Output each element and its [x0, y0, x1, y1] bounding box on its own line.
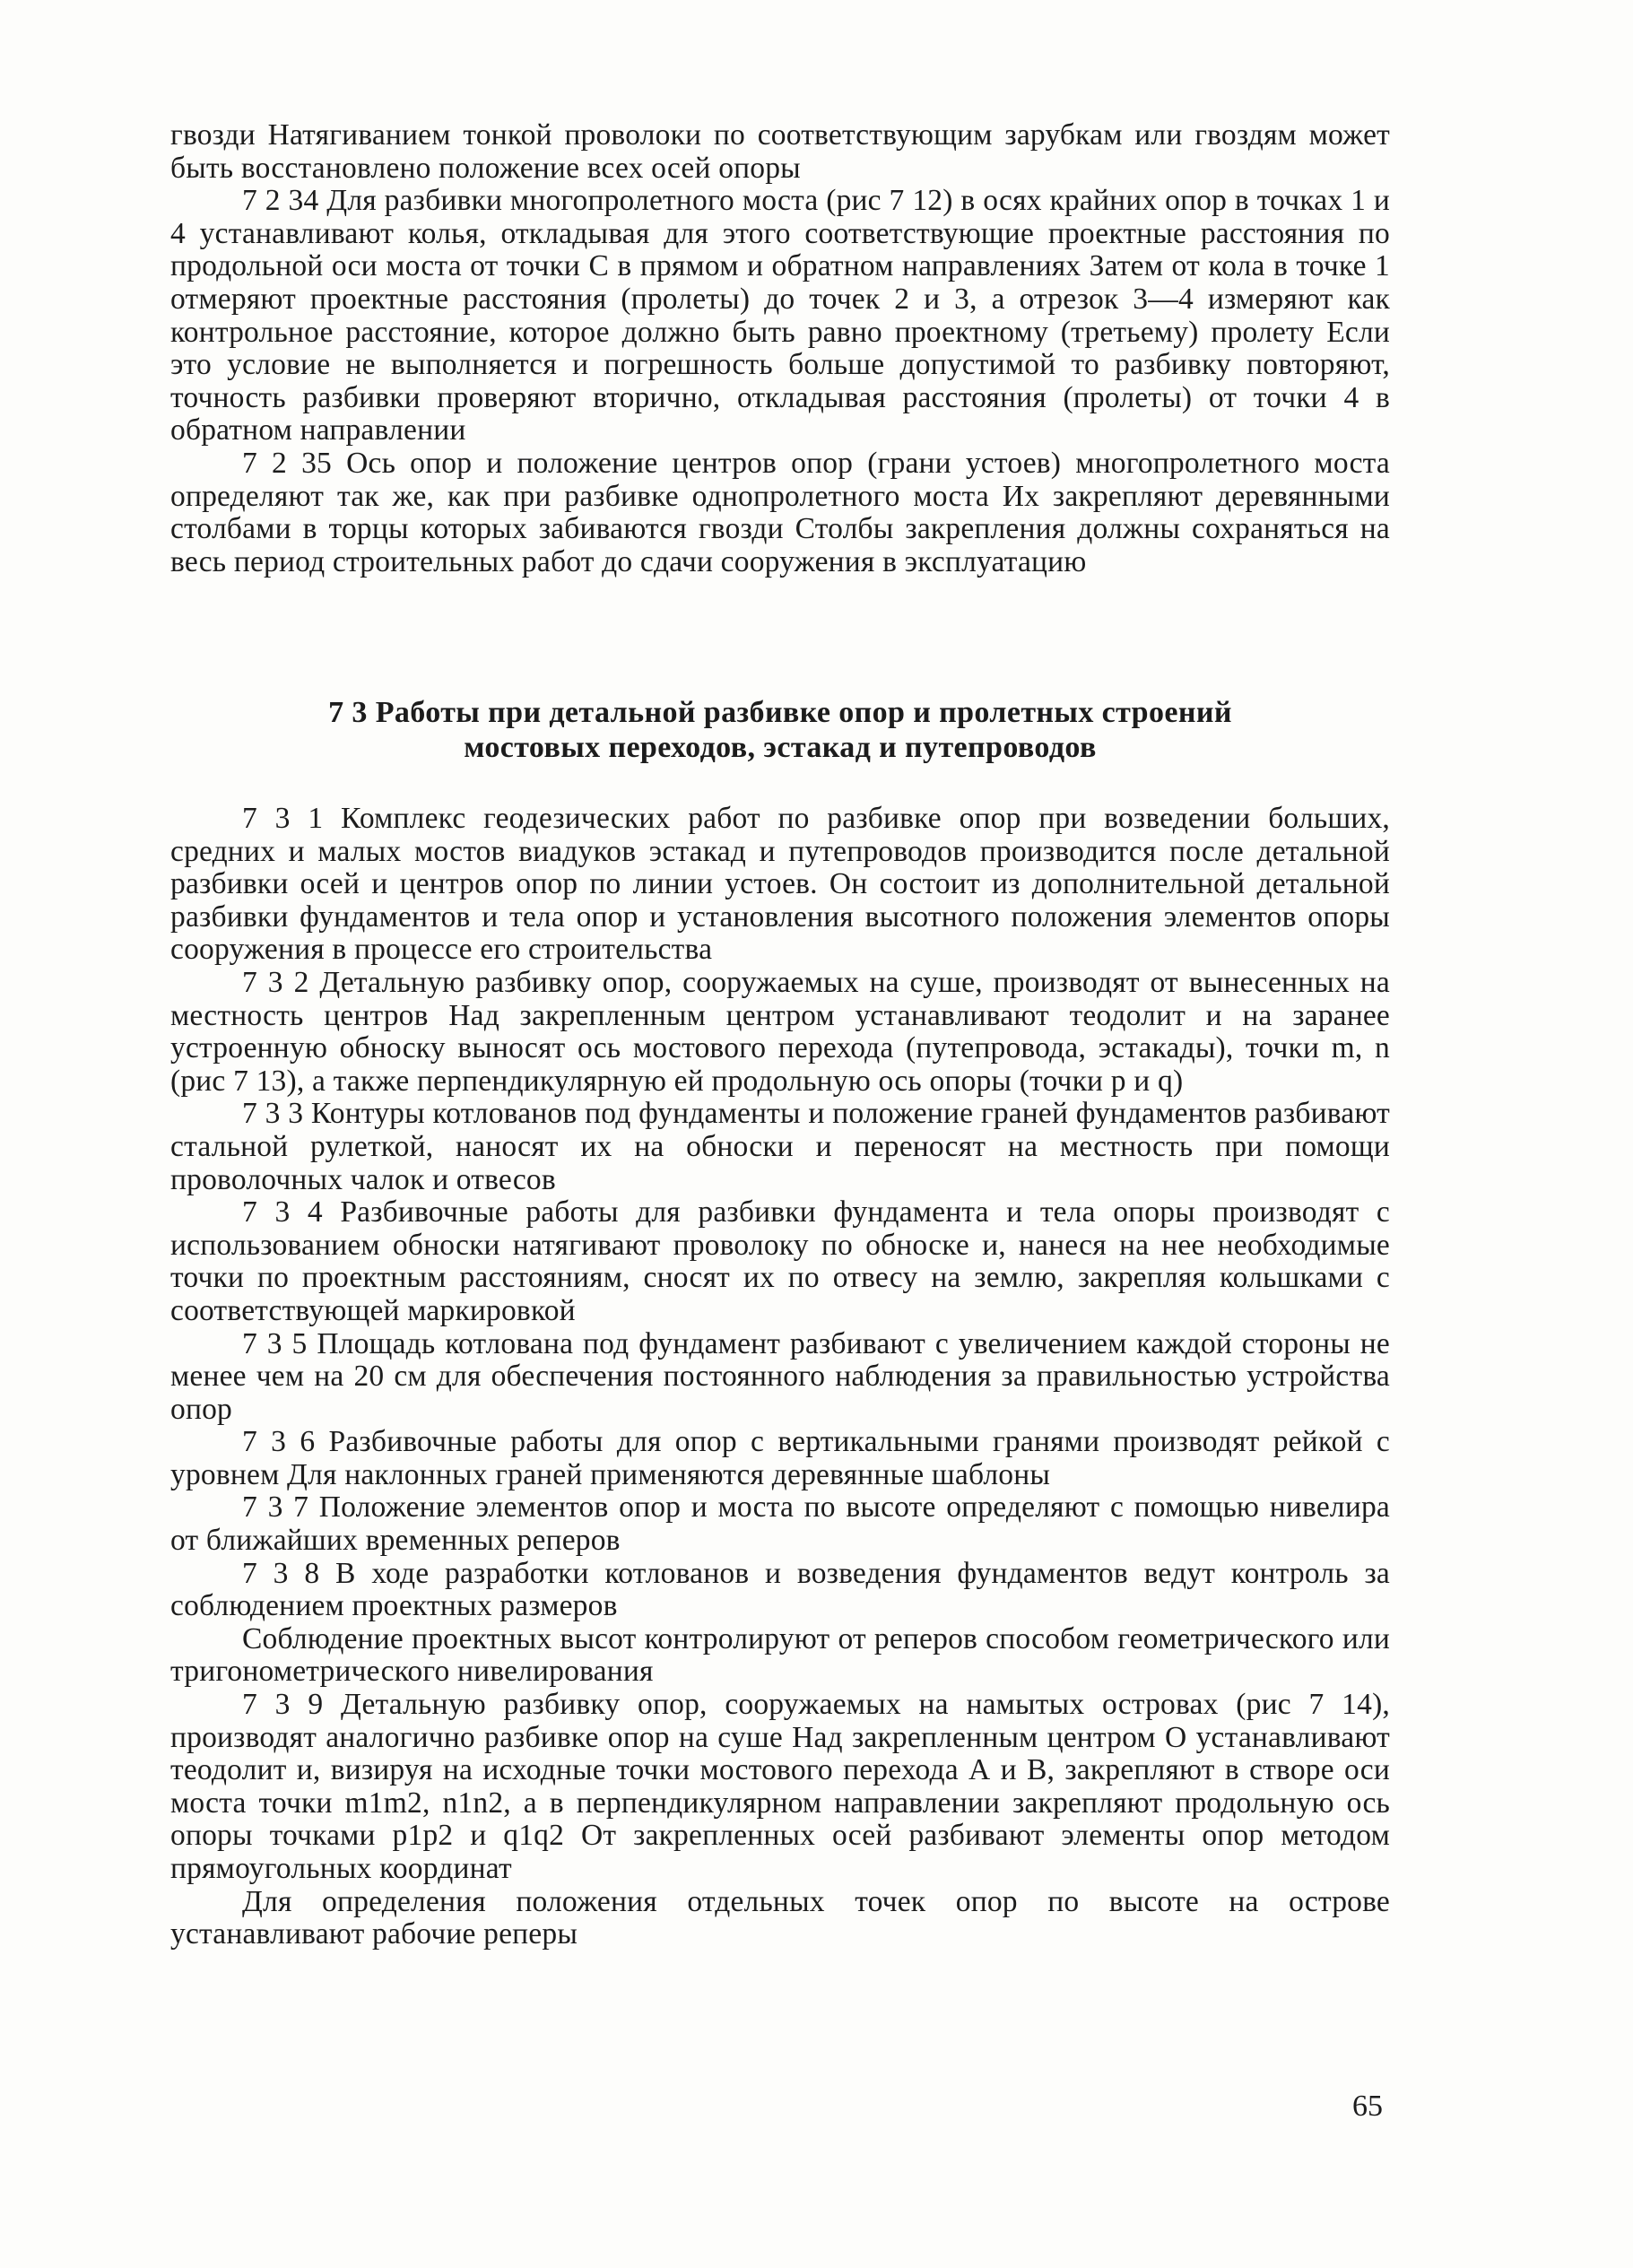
paragraph-7-3-6: 7 3 6 Разбивочные работы для опор с вертикальными гранями производят рейкой с уровнем Для наклонных граней применяются деревянные шаблоны	[170, 1425, 1390, 1491]
section-heading-line-2: мостовых переходов, эстакад и путепроводов	[464, 731, 1097, 764]
paragraph-7-3-4: 7 3 4 Разбивочные работы для разбивки фундамента и тела опоры производят с использованием обноски натягивают проволоку по обноске и, нанеся на нее необходимые точки по проектным расстояниям, сносят их по отвесу на землю, закрепляя кольшками с соответствующей маркировкой	[170, 1195, 1390, 1327]
paragraph-7-3-2: 7 3 2 Детальную разбивку опор, сооружаемых на суше, производят от вынесенных на местность центров Над закрепленным центром устанавливают теодолит и на заранее устроенную обноску выносят ось мостового перехода (путепровода, эстакады), точки m, n (рис 7 13), а также перпендикулярную ей продольную ось опоры (точки p и q)	[170, 965, 1390, 1098]
paragraph-7-3-9-continued: Для определения положения отдельных точек опор по высоте на острове устанавливают рабочие реперы	[170, 1884, 1390, 1951]
page-number: 65	[1352, 2090, 1383, 2123]
paragraph-7-3-9: 7 3 9 Детальную разбивку опор, сооружаемых на намытых островах (рис 7 14), производят аналогично разбивке опор на суше Над закрепленным центром О устанавливают теодолит и, визируя на исходные точки мостового перехода А и В, закрепляют в створе оси моста точки m1m2, n1n2, а в перпендикулярном направлении закрепляют продольную ось опоры точками p1p2 и q1q2 От закрепленных осей разбивают элементы опор методом прямоугольных координат	[170, 1688, 1390, 1885]
paragraph-7-3-3: 7 3 3 Контуры котлованов под фундаменты и положение граней фундаментов разбивают стальной рулеткой, наносят их на обноски и переносят на местность при помощи проволочных чалок и отвесов	[170, 1097, 1390, 1196]
section-text-block	[170, 803, 1390, 1951]
paragraph-7-3-1: 7 3 1 Комплекс геодезических работ по разбивке опор при возведении больших, средних и малых мостов виадуков эстакад и путепроводов производится после детальной разбивки осей и центров опор по линии устоев. Он состоит из дополнительной детальной разбивки фундаментов и тела опор и установления высотного положения элементов опоры сооружения в процессе его строительства	[170, 802, 1390, 967]
paragraph-7-3-7: 7 3 7 Положение элементов опор и моста по высоте определяют с помощью нивелира от ближайших временных реперов	[170, 1490, 1390, 1558]
paragraph-7-3-8-continued: Соблюдение проектных высот контролируют от реперов способом геометрического или тригонометрического нивелирования	[170, 1621, 1390, 1689]
paragraph-7-2-34: 7 2 34 Для разбивки многопролетного моста (рис 7 12) в осях крайних опор в точках 1 и 4 устанавливают колья, откладывая для этого соответствующие проектные расстояния по продольной оси моста от точки С в прямом и обратном направлениях Затем от кола в точке 1 отмеряют проектные расстояния (пролеты) до точек 2 и 3, а отрезок 3—4 измеряют как контрольное расстояние, которое должно быть равно проектному (третьему) пролету Если это условие не выполняется и погрешность больше допустимой то разбивку повторяют, точность разбивки проверяют вторично, откладывая расстояния (пролеты) от точки 4 в обратном направлении	[170, 184, 1390, 448]
paragraph-7-2-35: 7 2 35 Ось опор и положение центров опор (грани устоев) многопролетного моста определяют так же, как при разбивке однопролетного моста Их закрепляют деревянными столбами в торцы которых забиваются гвозди Столбы закрепления должны сохраняться на весь период строительных работ до сдачи сооружения в эксплуатацию	[170, 446, 1390, 578]
section-heading-line-1: 7 3 Работы при детальной разбивке опор и пролетных строений	[328, 696, 1232, 729]
intro-text-block	[170, 119, 1390, 578]
paragraph-7-3-5: 7 3 5 Площадь котлована под фундамент разбивают с увеличением каждой стороны не менее чем на 20 см для обеспечения постоянного наблюдения за правильностью устройства опор	[170, 1326, 1390, 1426]
section-heading	[170, 695, 1390, 765]
paragraph-continuation: гвозди Натягиванием тонкой проволоки по соответствующим зарубкам или гвоздям может быть восстановлено положение всех осей опоры	[170, 118, 1390, 185]
paragraph-7-3-8: 7 3 8 В ходе разработки котлованов и возведения фундаментов ведут контроль за соблюдением проектных размеров	[170, 1556, 1390, 1623]
